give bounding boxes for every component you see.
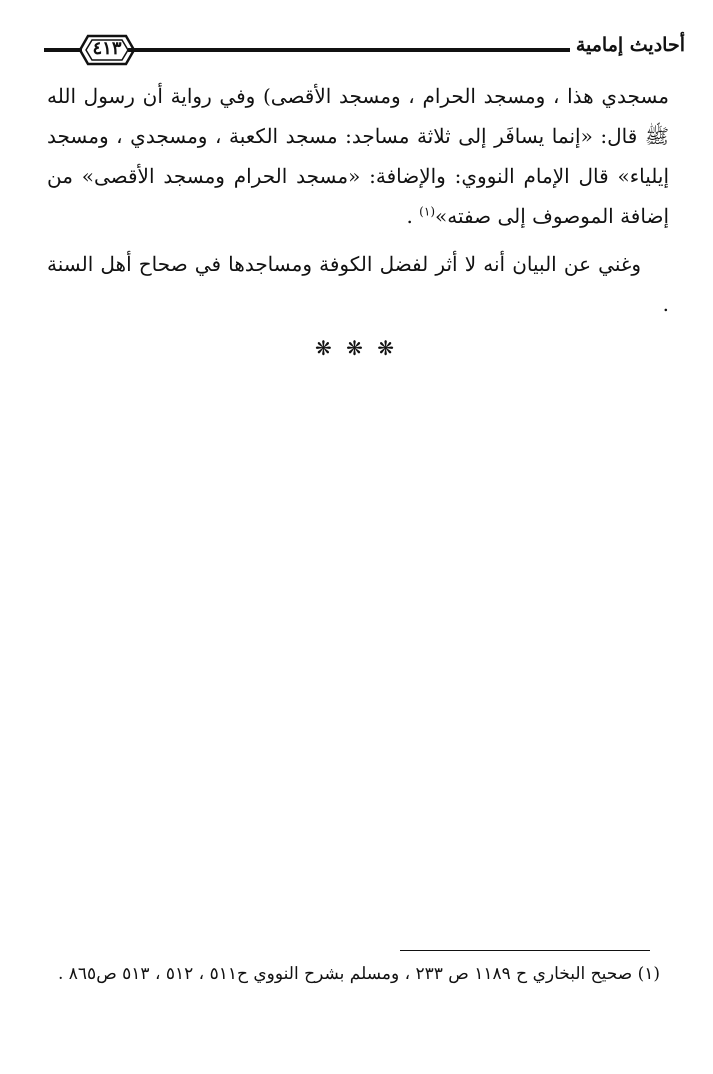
footnote-rule (400, 950, 650, 951)
paragraph-end: . (406, 204, 420, 228)
paragraph (47, 76, 669, 236)
paragraph: وغني عن البيان أنه لا أثر لفضل الكوفة ومساجدها في صحاح أهل السنة . (47, 252, 669, 316)
footnote: (١) صحيح البخاري ح ١١٨٩ ص ٢٣٣ ، ومسلم بشرح النووي ح٥١١ ، ٥١٢ ، ٥١٣ ص٨٦٥ . (57, 964, 660, 984)
paragraph-text: مسجدي هذا ، ومسجد الحرام ، ومسجد الأقصى) وفي رواية أن رسول الله ﷺ قال: «إنما يسافَر إلى ثلاثة مساجد: مسجد الكعبة ، ومسجدي ، ومسجد إيلياء» قال الإمام النووي: والإضافة: «مسجد الحرام ومسجد الأقصى» من إضافة الموصوف إلى صفته» (47, 84, 669, 228)
section-separator: ❋ ❋ ❋ (315, 336, 398, 360)
page-number: ٤١٣ (92, 38, 122, 59)
header-rule (128, 48, 570, 52)
header-rule-left (44, 48, 82, 52)
page-number-badge (78, 32, 136, 68)
footnote-reference: (١) (419, 204, 435, 219)
main-text (47, 76, 669, 324)
running-title: أحاديث إمامية (575, 34, 685, 56)
page-header (40, 30, 685, 70)
